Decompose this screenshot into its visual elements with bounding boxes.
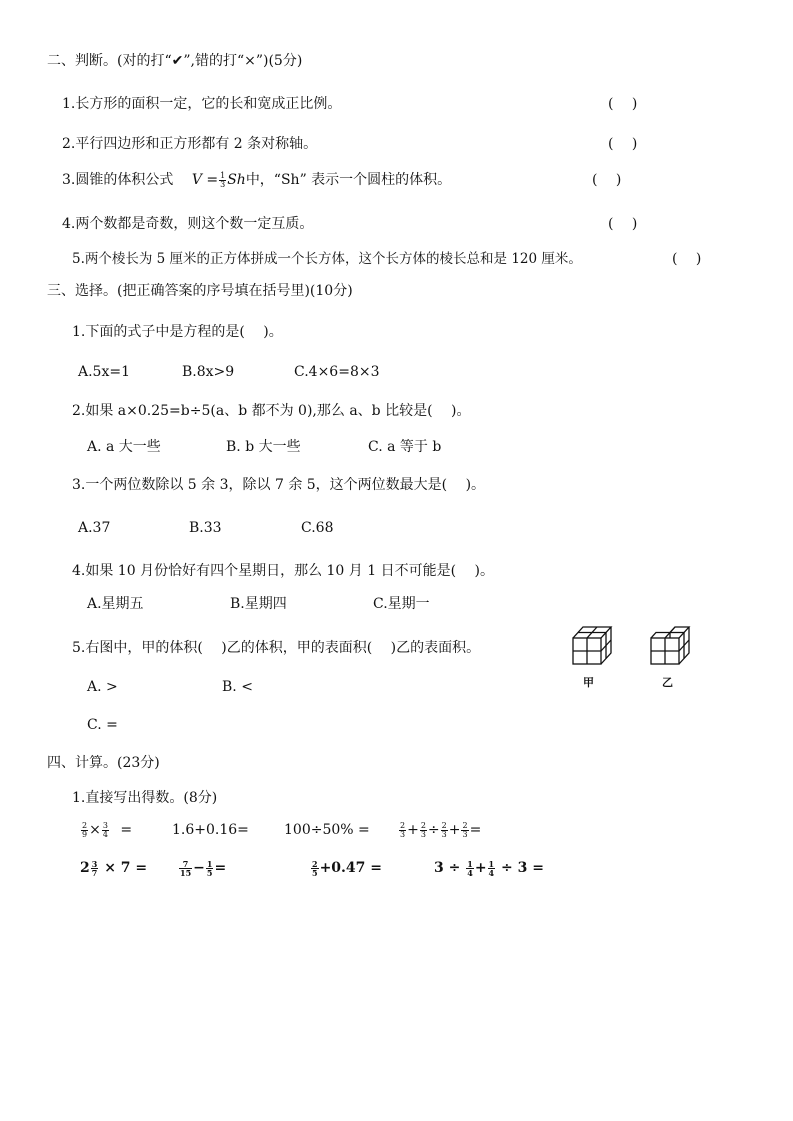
judge-item-4: 4.两个数都是奇数，则这个数一定互质。 <box>62 216 314 232</box>
choice-q3-a[interactable]: A.37 <box>78 520 111 536</box>
choice-q1-b[interactable]: B.8x>9 <box>182 364 235 380</box>
section4-sub1: 1.直接写出得数。(8分) <box>72 790 218 806</box>
choice-q4-b[interactable]: B.星期四 <box>230 596 287 612</box>
calc-7: $\frac{2}{5}$ +0.47 = <box>312 858 383 878</box>
cube-figure-yi <box>646 622 698 670</box>
calc-6: $\frac{7}{15}$ − $\frac{1}{5}$ = <box>180 858 227 878</box>
formula-fraction: $\frac{1}{3}$ <box>220 170 226 189</box>
choice-q4-c[interactable]: C.星期一 <box>373 596 430 612</box>
judge-blank-2[interactable]: ( ) <box>608 136 638 152</box>
choice-q3-b[interactable]: B.33 <box>189 520 222 536</box>
section3-heading: 三、选择。(把正确答案的序号填在括号里)(10分) <box>47 283 353 299</box>
choice-q1: 1.下面的式子中是方程的是( )。 <box>72 324 283 340</box>
choice-q1-a[interactable]: A.5x=1 <box>78 364 131 380</box>
formula-lhs: V = <box>191 172 219 188</box>
section4-heading: 四、计算。(23分) <box>47 755 160 771</box>
judge-item-3 <box>62 171 451 189</box>
cube-figure-jia <box>568 622 620 670</box>
choice-q4: 4.如果 10 月份恰好有四个星期日，那么 10 月 1 日不可能是( )。 <box>72 563 494 579</box>
calc-4: $\frac{2}{3}$ + $\frac{2}{3}$ ÷ $\frac{2}{3}$ + $\frac{2}{3}$ = <box>400 820 482 839</box>
choice-q1-c[interactable]: C.4×6=8×3 <box>294 364 380 380</box>
choice-q3-c[interactable]: C.68 <box>301 520 334 536</box>
choice-q5-b[interactable]: B. < <box>222 679 253 695</box>
judge-blank-1[interactable]: ( ) <box>608 96 638 112</box>
judge-item-2: 2.平行四边形和正方形都有 2 条对称轴。 <box>62 136 318 152</box>
section2-heading: 二、判断。(对的打“✔”,错的打“×”)(5分) <box>47 53 303 69</box>
judge-item-3-post: 中，“Sh” 表示一个圆柱的体积。 <box>245 172 452 188</box>
judge-item-1: 1.长方形的面积一定，它的长和宽成正比例。 <box>62 96 342 112</box>
choice-q2: 2.如果 a×0.25=b÷5(a、b 都不为 0),那么 a、b 比较是( )。 <box>72 403 471 419</box>
choice-q5: 5.右图中，甲的体积( )乙的体积，甲的表面积( )乙的表面积。 <box>72 640 481 656</box>
calc-1: $\frac{2}{9}$ × $\frac{3}{4}$ = <box>82 820 133 839</box>
calc-2: 1.6+0.16= <box>172 822 249 838</box>
choice-q3: 3.一个两位数除以 5 余 3，除以 7 余 5，这个两位数最大是( )。 <box>72 477 486 493</box>
choice-q2-c[interactable]: C. a 等于 b <box>368 439 442 455</box>
calc-3: 100÷50% = <box>284 822 370 838</box>
judge-item-3-pre: 3.圆锥的体积公式 <box>62 172 174 188</box>
choice-q4-a[interactable]: A.星期五 <box>87 596 144 612</box>
label-jia: 甲 <box>583 676 594 689</box>
judge-item-5: 5.两个棱长为 5 厘米的正方体拼成一个长方体，这个长方体的棱长总和是 120 厘米。 <box>72 251 582 267</box>
calc-8: 3 ÷ $\frac{1}{4}$ + $\frac{1}{4}$ ÷ 3 = <box>434 858 544 878</box>
choice-q5-a[interactable]: A. > <box>87 679 118 695</box>
choice-q2-a[interactable]: A. a 大一些 <box>87 439 161 455</box>
choice-q5-c[interactable]: C. = <box>87 717 118 733</box>
judge-blank-3[interactable]: ( ) <box>592 172 622 188</box>
choice-q2-b[interactable]: B. b 大一些 <box>226 439 301 455</box>
judge-blank-5[interactable]: ( ) <box>672 251 702 267</box>
label-yi: 乙 <box>662 676 673 689</box>
formula-rhs: Sh <box>227 172 246 188</box>
judge-blank-4[interactable]: ( ) <box>608 216 638 232</box>
calc-5: 2 $\frac{3}{7}$ × 7 = <box>80 858 148 878</box>
